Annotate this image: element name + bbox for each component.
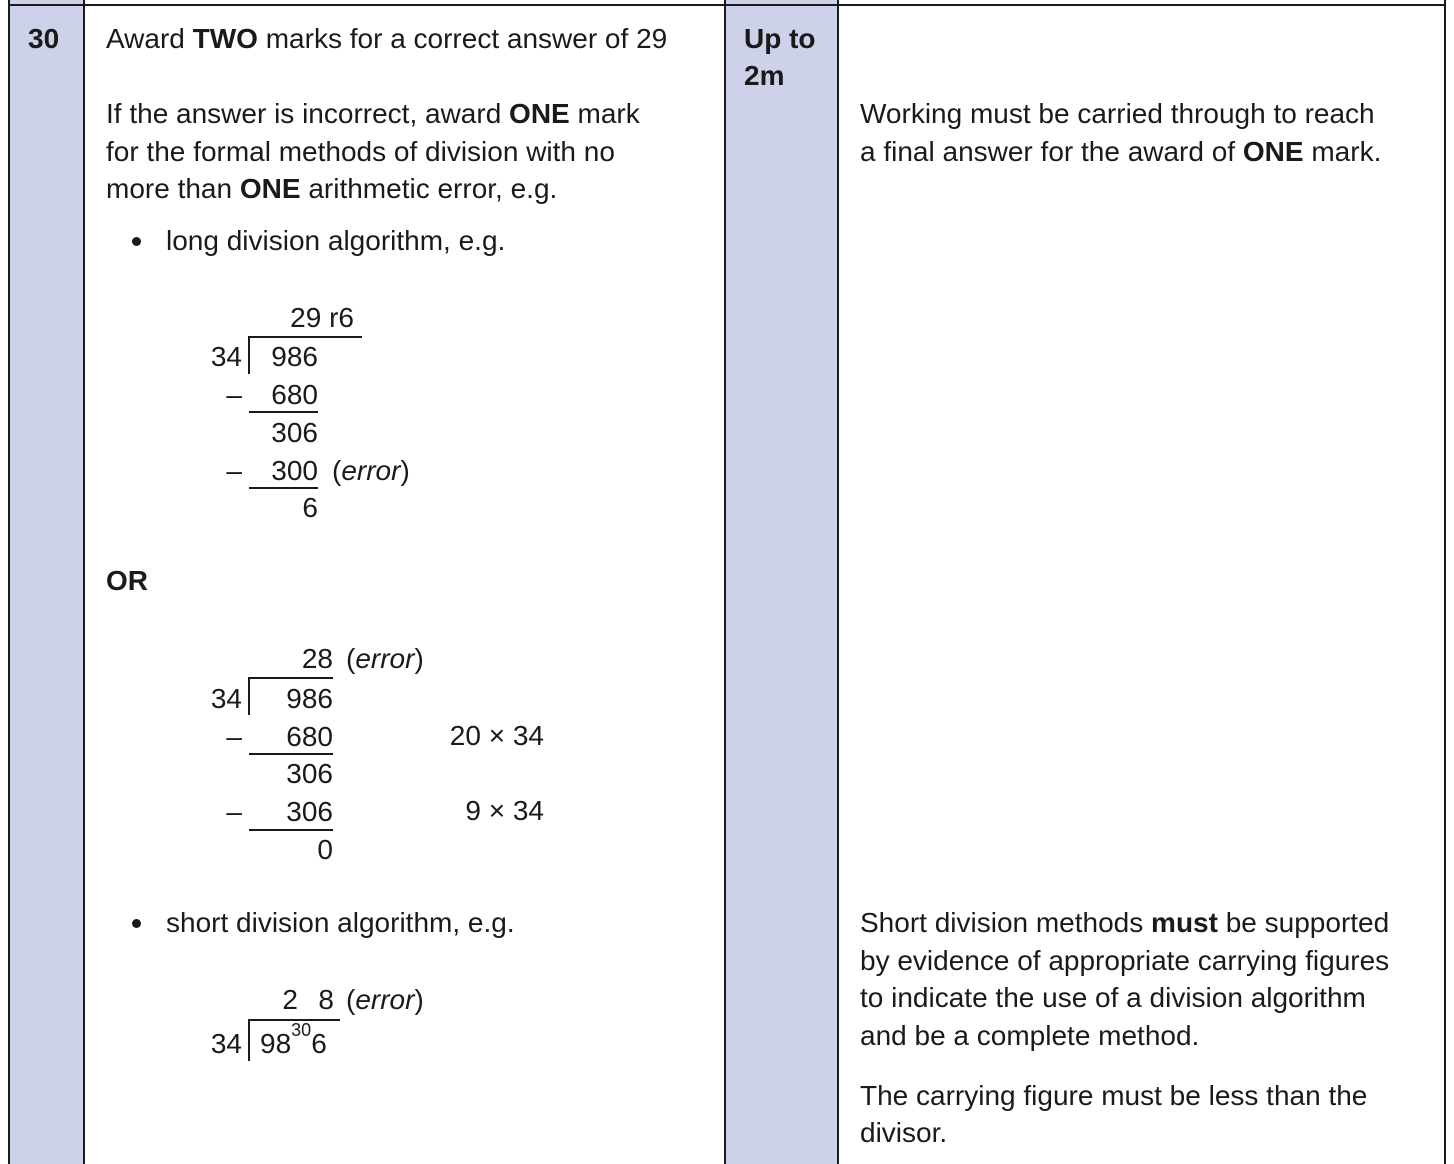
note-short-division-line: Short division methods must be supported xyxy=(860,907,1390,938)
minus-sign: – xyxy=(226,721,242,752)
question-number-column xyxy=(8,0,84,1164)
error-annotation: (error) xyxy=(346,643,424,674)
partial-award-line: for the formal methods of division with no xyxy=(106,136,615,167)
subtrahend: 680 xyxy=(271,379,318,410)
minus-sign: – xyxy=(226,455,242,486)
dividend: 986 xyxy=(271,341,318,372)
column-divider xyxy=(83,0,85,1164)
note-short-division-line: to indicate the use of a division algorithm xyxy=(860,982,1366,1013)
quotient-digit: 8 xyxy=(318,984,334,1015)
divisor: 34 xyxy=(210,683,242,714)
subtrahend: 306 xyxy=(286,796,333,827)
difference: 306 xyxy=(271,417,318,448)
note-carry-line: divisor. xyxy=(860,1117,948,1148)
quotient-digit: 2 xyxy=(282,984,298,1015)
column-divider xyxy=(724,0,726,1164)
division-bracket xyxy=(248,1019,250,1061)
table-border-left xyxy=(8,0,10,1164)
working-note: 20 × 34 xyxy=(449,720,544,751)
subtrahend: 300 xyxy=(271,455,318,486)
question-number: 30 xyxy=(28,23,60,54)
remainder: 6 xyxy=(302,492,318,523)
bullet-icon xyxy=(132,237,141,246)
note-short-division-line: by evidence of appropriate carrying figures xyxy=(860,945,1390,976)
divisor: 34 xyxy=(210,341,242,372)
error-annotation: (error) xyxy=(346,984,424,1015)
subtrahend: 680 xyxy=(286,721,333,752)
error-annotation: (error) xyxy=(332,455,410,486)
marks-label: Up to 2m xyxy=(744,23,816,91)
column-divider xyxy=(837,0,839,1164)
difference: 306 xyxy=(286,758,333,789)
note-working-line: Working must be carried through to reach xyxy=(860,98,1375,129)
remainder: 0 xyxy=(317,834,333,865)
marks-column xyxy=(725,0,838,1164)
or-separator: OR xyxy=(106,565,148,596)
note-carry-line: The carrying figure must be less than the xyxy=(860,1080,1368,1111)
quotient: 29 r6 xyxy=(290,302,354,333)
partial-award-line: If the answer is incorrect, award ONE mark xyxy=(106,98,640,129)
note-short-division-line: and be a complete method. xyxy=(860,1020,1200,1051)
award-two-marks-text: Award TWO marks for a correct answer of 29 xyxy=(106,23,668,54)
bullet-long-division: long division algorithm, e.g. xyxy=(166,225,506,256)
quotient: 28 xyxy=(301,643,333,674)
divisor: 34 xyxy=(210,1028,242,1059)
minus-sign: – xyxy=(226,796,242,827)
table-border-right xyxy=(1444,0,1446,1164)
bullet-icon xyxy=(132,919,141,928)
partial-award-line: more than ONE arithmetic error, e.g. xyxy=(106,173,558,204)
subtraction-line xyxy=(249,411,318,413)
dividend: 986 xyxy=(286,683,333,714)
bullet-short-division: short division algorithm, e.g. xyxy=(166,907,515,938)
division-bar xyxy=(249,677,333,679)
dividend-with-carry: $98^{30}6$ xyxy=(260,1020,327,1059)
table-border-top xyxy=(8,4,1446,6)
working-note: 9 × 34 xyxy=(465,795,544,826)
note-working-line: a final answer for the award of ONE mark. xyxy=(860,136,1382,167)
minus-sign: – xyxy=(226,379,242,410)
carry-figure: 30 xyxy=(291,1020,312,1040)
